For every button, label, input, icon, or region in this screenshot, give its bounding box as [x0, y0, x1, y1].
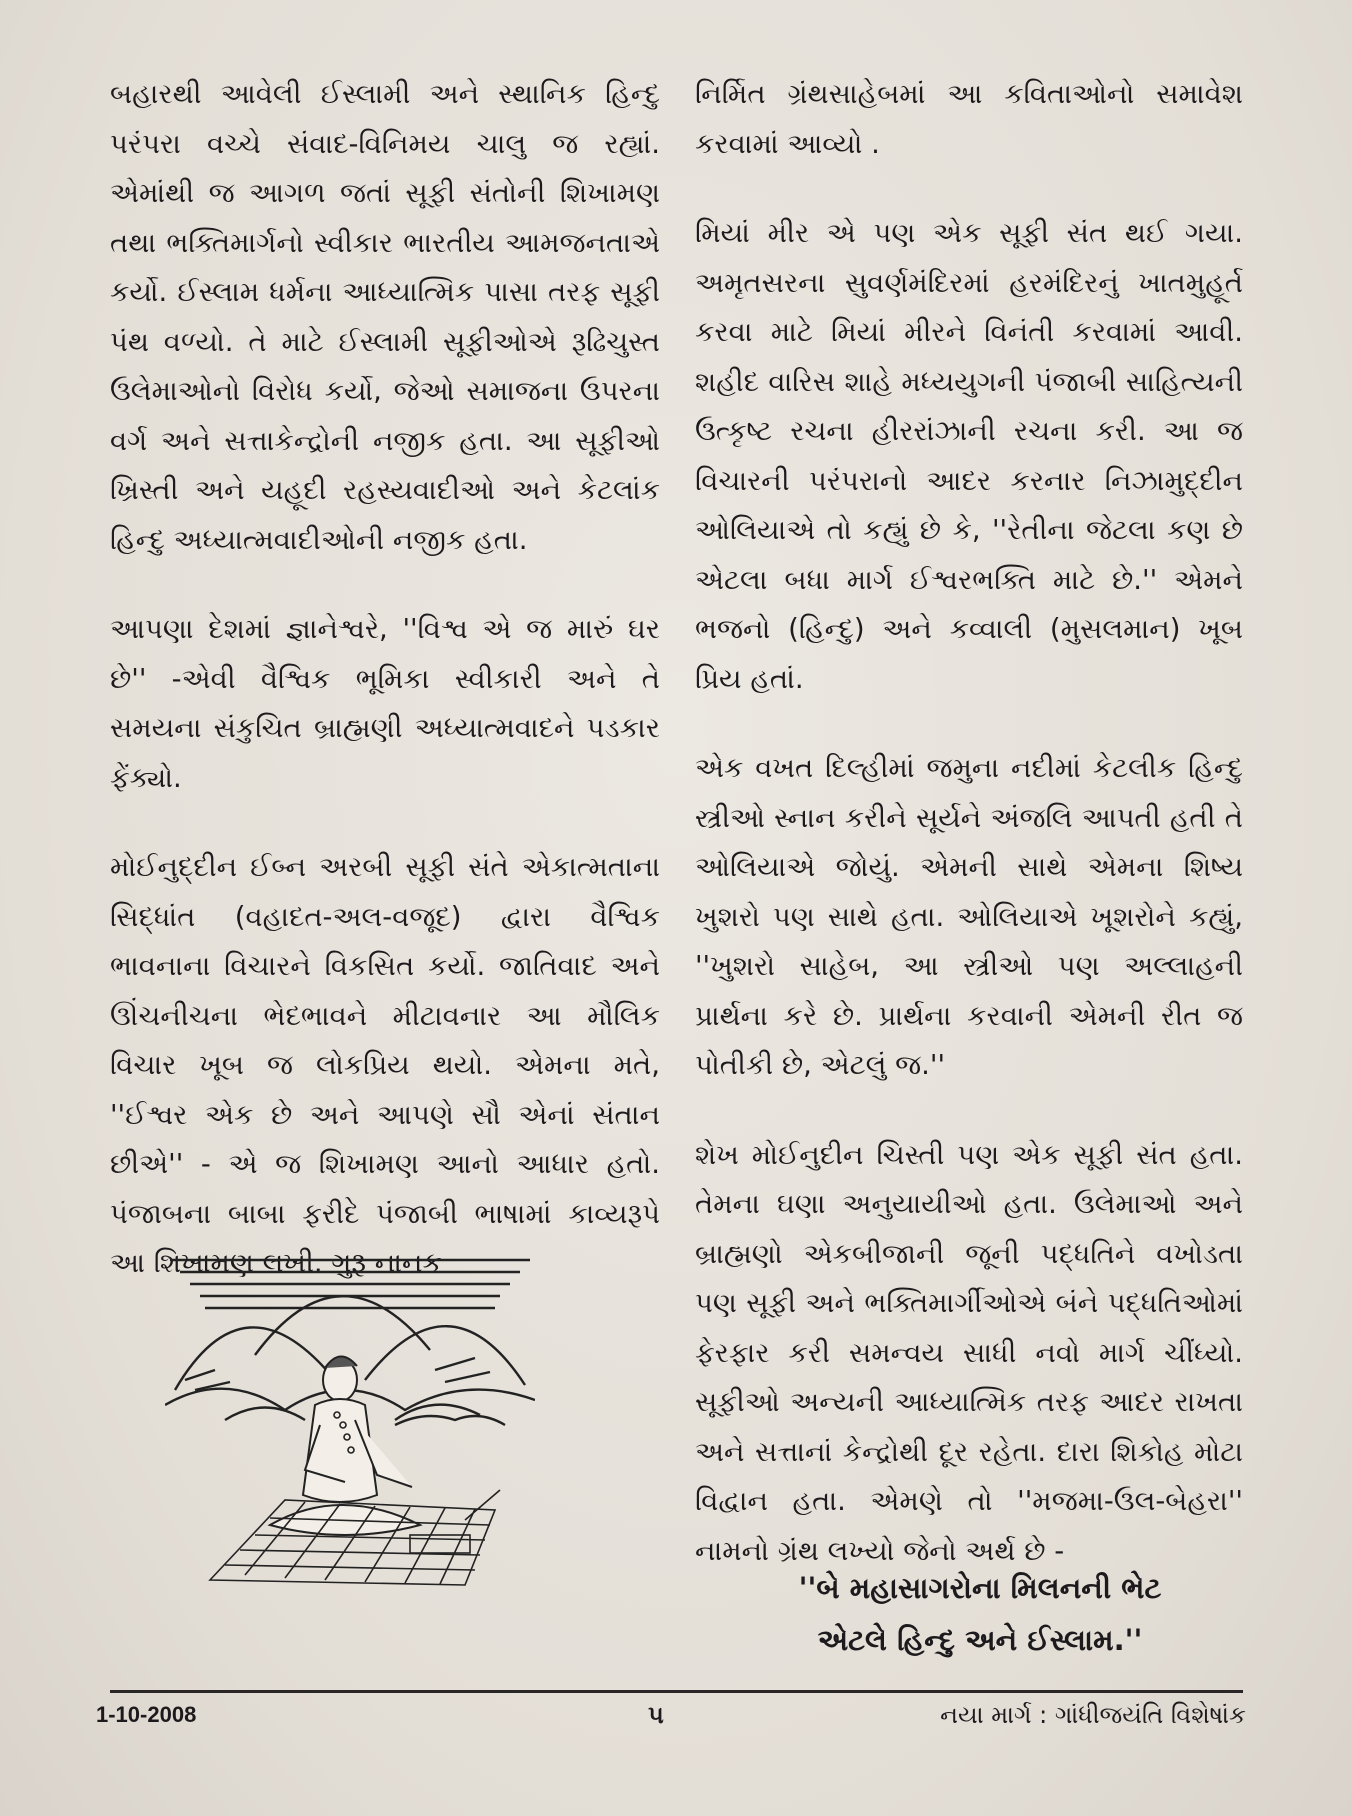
footer-date: 1-10-2008 [96, 1702, 197, 1727]
paragraph: મિયાં મીર એ પણ એક સૂફી સંત થઈ ગયા. અમૃતસરના સુવર્ણમંદિરમાં હરમંદિરનું ખાતમુહૂર્ત કરવા માટે મિયાં મીરને વિનંતી કરવામાં આવી. શહીદ વારિસ શાહે મધ્યયુગની પંજાબી સાહિત્યની ઉત્કૃષ્ટ રચના હીરરાંઝાની રચના કરી. આ જ વિચારની પરંપરાનો આદર કરનાર નિઝામુદ્દીન ઓલિયાએ તો કહ્યું છે કે, ''રેતીના જેટલા કણ છે એટલા બધા માર્ગ ઈશ્વરભક્તિ માટે છે.'' એમને ભજનો (હિન્દુ) અને કવ્વાલી (મુસલમાન) ખૂબ પ્રિય હતાં. [695, 217, 1243, 695]
footer-rule [110, 1690, 1243, 1693]
quote-line: એટલે હિન્દુ અને ઈસ્લામ.'' [817, 1623, 1143, 1657]
paragraph: નિર્મિત ગ્રંથસાહેબમાં આ કવિતાઓનો સમાવેશ કરવામાં આવ્યો . [695, 78, 1243, 160]
quote-line: ''બે મહાસાગરોના મિલનની ભેટ [798, 1571, 1162, 1605]
paragraph: શેખ મોઈનુદીન ચિસ્તી પણ એક સૂફી સંત હતા. તેમના ઘણા અનુયાયીઓ હતા. ઉલેમાઓ અને બ્રાહ્મણો એકબીજાની જૂની પદ્ધતિને વખોડતા પણ સૂફી અને ભક્તિમાર્ગીઓએ બંને પદ્ધતિઓમાં ફેરફાર કરી સમન્વય સાધી નવો માર્ગ ચીંધ્યો. સૂફીઓ અન્યની આધ્યાત્મિક તરફ આદર રાખતા અને સત્તાનાં કેન્દ્રોથી દૂર રહેતા. દારા શિકોહ મોટા વિદ્વાન હતા. એમણે તો ''મજમા-ઉલ-બેહરા'' નામનો ગ્રંથ લખ્યો જેનો અર્થ છે - [695, 1138, 1243, 1567]
paragraph: આપણા દેશમાં જ્ઞાનેશ્વરે, ''વિશ્વ એ જ મારું ઘર છે'' -એવી વૈશ્વિક ભૂમિકા સ્વીકારી અને તે સમયના સંકુચિત બ્રાહ્મણી અધ્યાત્મવાદને પડકાર ફેંક્યો. [110, 613, 660, 794]
paragraph: મોઈનુદ્દીન ઈબ્ન અરબી સૂફી સંતે એકાત્મતાના સિદ્ધાંત (વહાદત-અલ-વજૂદ) દ્વારા વૈશ્વિક ભાવનાના વિચારને વિકસિત કર્યો. જાતિવાદ અને ઊંચનીચના ભેદભાવને મીટાવનાર આ મૌલિક વિચાર ખૂબ જ લોકપ્રિય થયો. એમના મતે, ''ઈશ્વર એક છે અને આપણે સૌ એનાં સંતાન છીએ'' - એ જ શિખામણ આનો આધાર હતો. પંજાબના બાબા ફરીદે પંજાબી ભાષામાં કાવ્યરૂપે આ શિખામણ લખી. ગુરૂ નાનક [110, 851, 660, 1279]
sufi-saint-illustration [165, 1250, 535, 1595]
publication-title: નયા માર્ગ : ગાંધીજયંતિ વિશેષાંક [940, 1701, 1246, 1729]
right-column [695, 70, 1243, 1616]
left-column [110, 70, 660, 1329]
page-number: ૫ [648, 1701, 664, 1729]
closing-quote [770, 1562, 1190, 1666]
paragraph: બહારથી આવેલી ઈસ્લામી અને સ્થાનિક હિન્દુ પરંપરા વચ્ચે સંવાદ-વિનિમય ચાલુ જ રહ્યાં. એમાંથી જ આગળ જતાં સૂફી સંતોની શિખામણ તથા ભક્તિમાર્ગનો સ્વીકાર ભારતીય આમજનતાએ કર્યો. ઈસ્લામ ધર્મના આધ્યાત્મિક પાસા તરફ સૂફી પંથ વળ્યો. તે માટે ઈસ્લામી સૂફીઓએ રૂઢિચુસ્ત ઉલેમાઓનો વિરોધ કર્યો, જેઓ સમાજના ઉપરના વર્ગ અને સત્તાકેન્દ્રોની નજીક હતા. આ સૂફીઓ ખ્રિસ્તી અને યહૂદી રહસ્યવાદીઓ અને કેટલાંક હિન્દુ અધ્યાત્મવાદીઓની નજીક હતા. [110, 78, 660, 556]
paragraph: એક વખત દિલ્હીમાં જમુના નદીમાં કેટલીક હિન્દુ સ્ત્રીઓ સ્નાન કરીને સૂર્યને અંજલિ આપતી હતી તે ઓલિયાએ જોયું. એમની સાથે એમના શિષ્ય ખુશરો પણ સાથે હતા. ઓલિયાએ ખૂશરોને કહ્યું, ''ખુશરો સાહેબ, આ સ્ત્રીઓ પણ અલ્લાહની પ્રાર્થના કરે છે. પ્રાર્થના કરવાની એમની રીત જ પોતીકી છે, એટલું જ.'' [695, 752, 1243, 1081]
